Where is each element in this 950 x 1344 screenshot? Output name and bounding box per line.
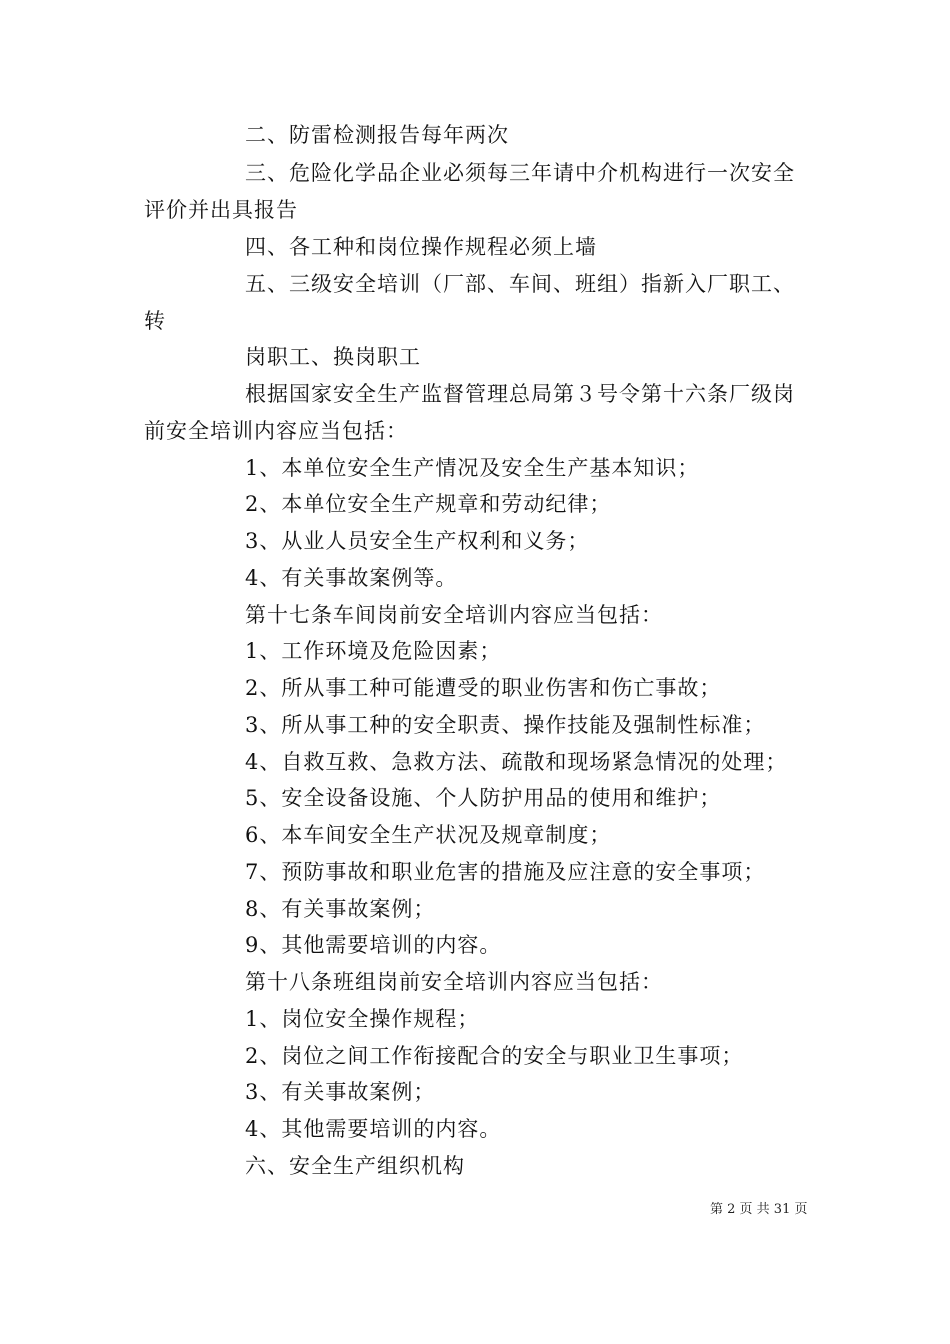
- body-line: 3、有关事故案例；: [245, 1080, 436, 1104]
- body-line: 5、安全设备设施、个人防护用品的使用和维护；: [245, 786, 722, 810]
- body-line: 岗职工、换岗职工: [245, 345, 421, 369]
- body-line: 4、有关事故案例等。: [245, 566, 458, 590]
- body-line: 2、所从事工种可能遭受的职业伤害和伤亡事故；: [245, 676, 722, 700]
- body-line: 1、岗位安全操作规程；: [245, 1007, 480, 1031]
- body-line: 7、预防事故和职业危害的措施及应注意的安全事项；: [245, 860, 766, 884]
- body-line: 四、各工种和岗位操作规程必须上墙: [245, 235, 597, 259]
- body-line: 9、其他需要培训的内容。: [245, 933, 502, 957]
- body-line: 2、本单位安全生产规章和劳动纪律；: [245, 492, 612, 516]
- body-line: 4、自救互救、急救方法、疏散和现场紧急情况的处理；: [245, 750, 788, 774]
- body-line: 3、所从事工种的安全职责、操作技能及强制性标准；: [245, 713, 766, 737]
- body-line: 3、从业人员安全生产权利和义务；: [245, 529, 590, 553]
- body-line: 6、本车间安全生产状况及规章制度；: [245, 823, 612, 847]
- body-line: 三、危险化学品企业必须每三年请中介机构进行一次安全: [245, 161, 795, 185]
- body-line: 六、安全生产组织机构: [245, 1154, 465, 1178]
- body-line: 第十七条车间岗前安全培训内容应当包括：: [245, 603, 663, 627]
- body-line: 前安全培训内容应当包括：: [144, 419, 408, 443]
- body-line: 8、有关事故案例；: [245, 897, 436, 921]
- body-line: 4、其他需要培训的内容。: [245, 1117, 502, 1141]
- body-line: 根据国家安全生产监督管理总局第３号令第十六条厂级岗: [245, 382, 795, 406]
- body-line: 1、工作环境及危险因素；: [245, 639, 502, 663]
- body-line: 1、本单位安全生产情况及安全生产基本知识；: [245, 456, 700, 480]
- body-line: 2、岗位之间工作衔接配合的安全与职业卫生事项；: [245, 1044, 744, 1068]
- body-line: 五、三级安全培训（厂部、车间、班组）指新入厂职工、: [245, 272, 795, 296]
- body-line: 第十八条班组岗前安全培训内容应当包括：: [245, 970, 663, 994]
- body-line: 转: [144, 309, 166, 333]
- body-line: 评价并出具报告: [144, 198, 298, 222]
- page-number-footer: 第 2 页 共 31 页: [710, 1202, 808, 1217]
- body-line: 二、防雷检测报告每年两次: [245, 123, 509, 147]
